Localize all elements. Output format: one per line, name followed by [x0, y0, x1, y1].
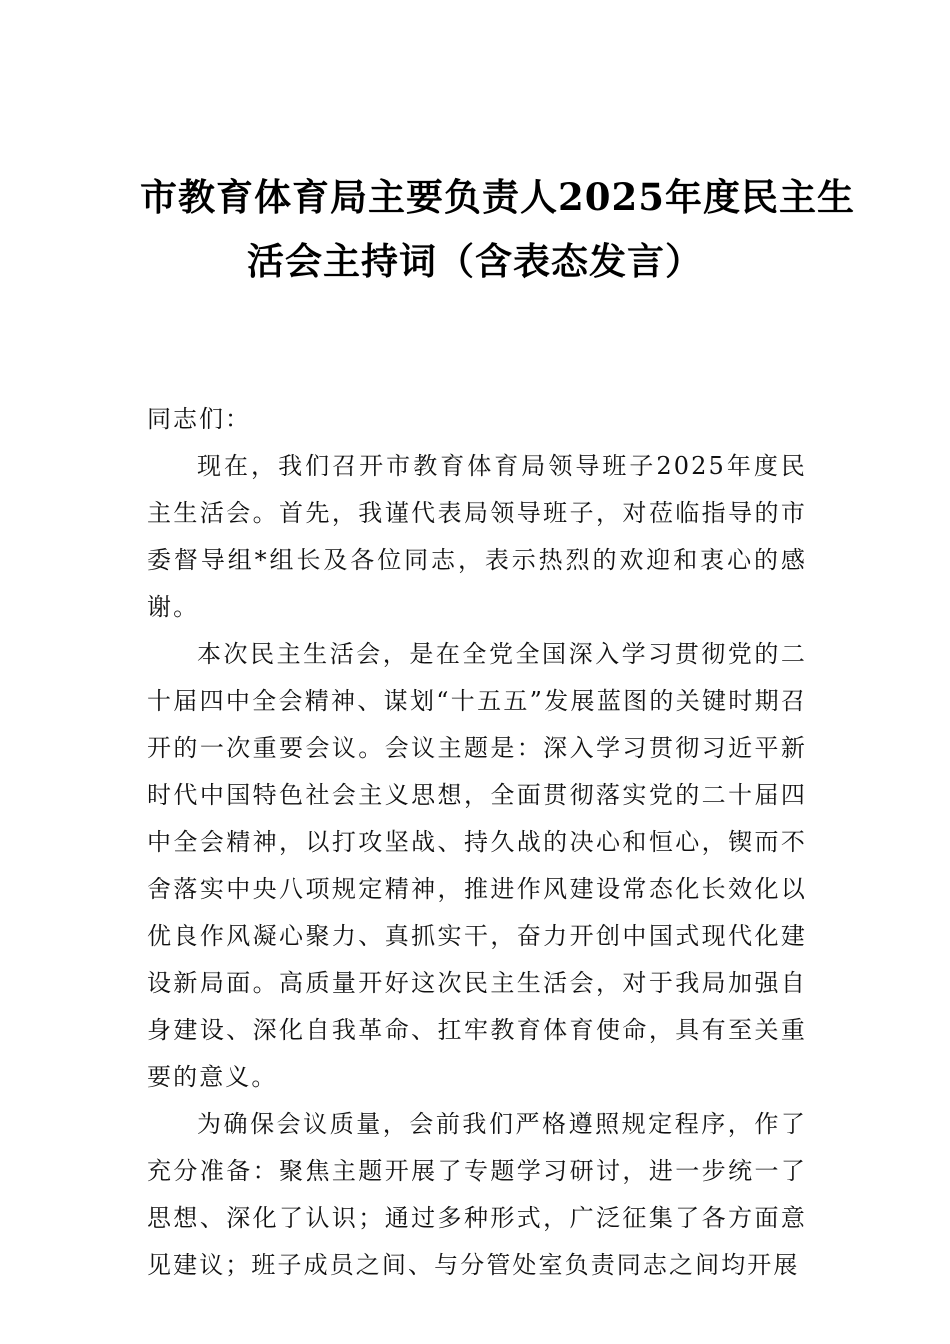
paragraph-2: 本次民主生活会，是在全党全国深入学习贯彻党的二十届四中全会精神、谋划“十五五”发展蓝图的关键时期召开的一次重要会议。会议主题是：深入学习贯彻习近平新时代中国特色社会主义思想，全面贯彻落实党的二十届四中全会精神，以打攻坚战、持久战的决心和恒心，锲而不舍落实中央八项规定精神，推进作风建设常态化长效化以优良作风凝心聚力、真抓实干，奋力开创中国式现代化建设新局面。高质量开好这次民主生活会，对于我局加强自身建设、深化自我革命、扛牢教育体育使命，具有至关重要的意义。 — [147, 640, 807, 1091]
paragraph-1: 现在，我们召开市教育体育局领导班子2025年度民主生活会。首先，我谨代表局领导班子，对莅临指导的市委督导组*组长及各位同志，表示热烈的欢迎和衷心的感谢。 — [147, 452, 807, 621]
document-title — [140, 165, 855, 293]
title-line-1: 市教育体育局主要负责人2025年度民主生 — [140, 175, 855, 219]
salutation: 同志们： — [147, 405, 251, 433]
paragraph-3: 为确保会议质量，会前我们严格遵照规定程序，作了充分准备：聚焦主题开展了专题学习研讨，进一步统一了思想、深化了认识；通过多种形式，广泛征集了各方面意见建议；班子成员之间、与分管处室负责同志之间均开展 — [147, 1110, 807, 1279]
title-line-2: 活会主持词（含表态发言） — [247, 239, 703, 283]
document-body — [147, 396, 807, 1289]
